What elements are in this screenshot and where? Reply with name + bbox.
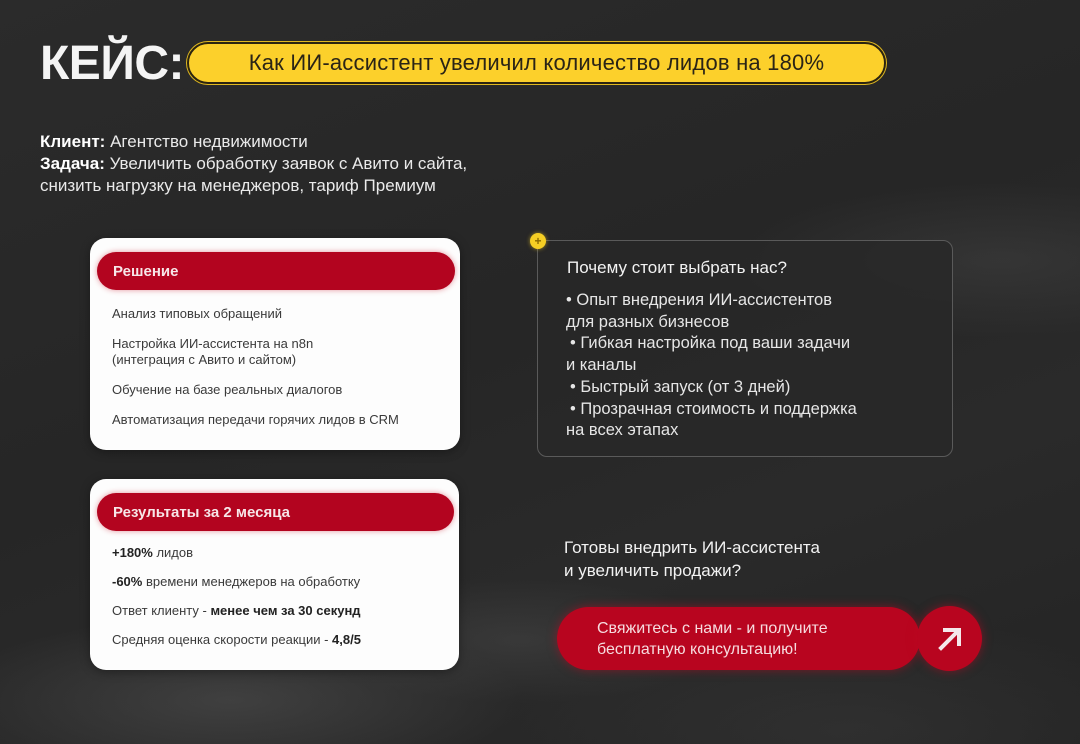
why-us-line: • Опыт внедрения ИИ-ассистентов xyxy=(566,291,832,309)
why-us-card xyxy=(537,240,953,457)
solution-item xyxy=(112,382,448,398)
why-us-line: • Прозрачная стоимость и поддержка xyxy=(570,399,857,418)
why-us-list xyxy=(566,290,946,442)
client-label: Клиент: xyxy=(40,132,106,151)
why-us-line: и каналы xyxy=(566,356,637,375)
task-value-line2: снизить нагрузку на менеджеров, тариф Премиум xyxy=(40,176,436,195)
solution-item-text: Настройка ИИ-ассистента на n8n xyxy=(112,336,314,351)
result-text: лидов xyxy=(152,545,194,560)
result-text: Ответ клиенту - xyxy=(112,603,211,618)
why-us-line: для разных бизнесов xyxy=(566,312,730,331)
results-title: Результаты за 2 месяца xyxy=(113,503,291,521)
solution-item-subtext: (интеграция с Авито и сайтом) xyxy=(112,352,297,367)
results-card xyxy=(90,479,459,670)
case-subtitle-badge xyxy=(187,42,886,84)
task-row xyxy=(40,153,600,175)
result-item xyxy=(112,632,447,648)
result-item xyxy=(112,545,447,561)
result-text: Средняя оценка скорости реакции - xyxy=(112,632,333,647)
result-highlight: -60% xyxy=(112,574,143,589)
solution-title: Решение xyxy=(113,262,179,280)
contact-arrow-button[interactable] xyxy=(917,606,982,671)
cta-question-line2: и увеличить продажи? xyxy=(564,561,742,580)
result-item xyxy=(112,603,447,619)
case-title: КЕЙС: xyxy=(40,37,184,90)
why-us-line: • Гибкая настройка под ваши задачи xyxy=(570,334,851,353)
task-label: Задача: xyxy=(40,154,105,173)
contact-us-label-line1: Свяжитесь с нами - и получите xyxy=(597,619,828,637)
solution-item xyxy=(112,412,448,428)
results-list xyxy=(112,545,447,661)
why-us-line: на всех этапах xyxy=(566,421,679,440)
task-value-line1: Увеличить обработку заявок с Авито и сайта, xyxy=(109,154,468,173)
contact-us-label xyxy=(597,618,828,660)
result-item xyxy=(112,574,447,590)
solution-item-text: Обучение на базе реальных диалогов xyxy=(112,382,343,397)
why-us-title: Почему стоит выбрать нас? xyxy=(567,258,787,277)
contact-us-label-line2: бесплатную консультацию! xyxy=(597,640,798,658)
result-highlight: менее чем за 30 секунд xyxy=(210,603,361,618)
result-highlight: 4,8/5 xyxy=(332,632,361,647)
solution-header xyxy=(97,252,455,290)
result-text: времени менеджеров на обработку xyxy=(142,574,361,589)
client-row xyxy=(40,131,600,153)
solution-item xyxy=(112,336,448,368)
plus-marker-icon: + xyxy=(530,233,546,249)
result-highlight: +180% xyxy=(112,545,153,560)
solution-item-text: Анализ типовых обращений xyxy=(112,306,282,321)
solution-item-text: Автоматизация передачи горячих лидов в CRM xyxy=(112,412,399,427)
client-value: Агентство недвижимости xyxy=(110,132,308,151)
solution-card xyxy=(90,238,460,450)
case-intro xyxy=(40,131,600,197)
cta-question-line1: Готовы внедрить ИИ-ассистента xyxy=(564,538,820,557)
contact-us-button[interactable] xyxy=(557,607,920,670)
arrow-up-right-icon xyxy=(935,624,965,654)
results-header xyxy=(97,493,454,531)
solution-list xyxy=(112,306,448,442)
cta-question xyxy=(564,536,944,582)
case-subtitle: Как ИИ-ассистент увеличил количество лидов на 180% xyxy=(248,50,825,75)
why-us-line: • Быстрый запуск (от 3 дней) xyxy=(570,377,791,396)
solution-item xyxy=(112,306,448,322)
